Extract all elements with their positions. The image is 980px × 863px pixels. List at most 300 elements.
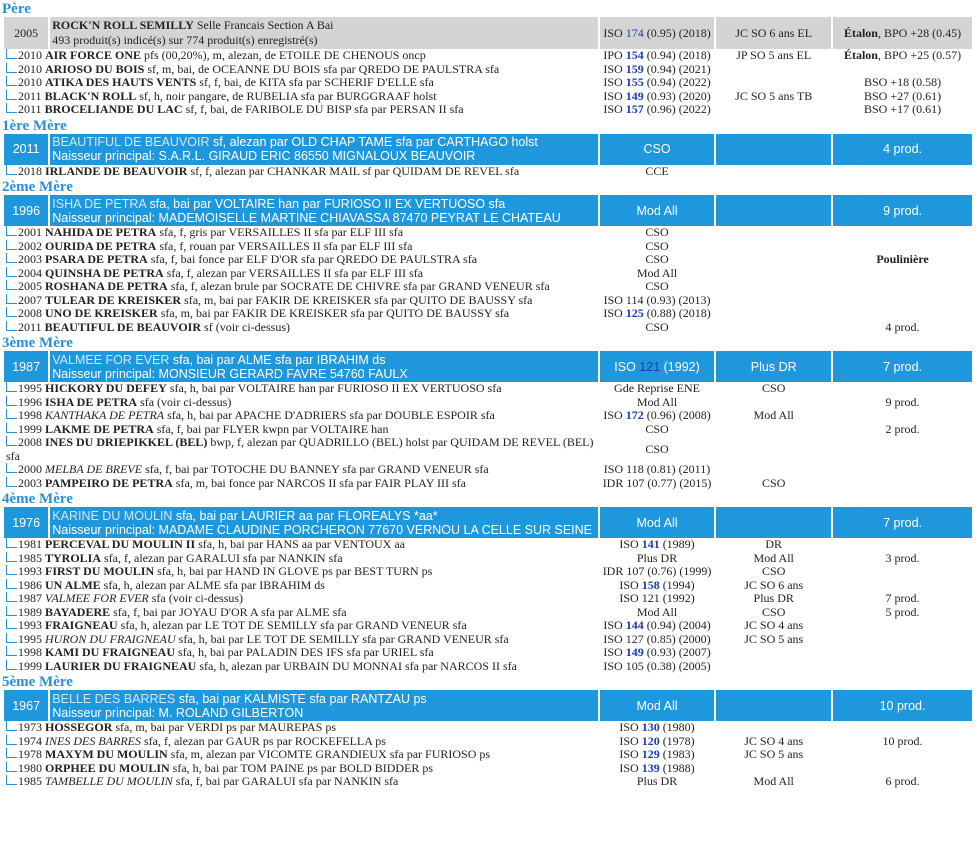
produit-iso bbox=[600, 552, 715, 566]
section-title: 3ème Mère bbox=[2, 335, 73, 351]
produit-desc: sf, h, noir pangare, de RUBELIA sfa par BURGGRAAF holst bbox=[136, 89, 437, 103]
produit-desc: pfs (00,20%), m, alezan, de ETOILE DE CHENOUS oncp bbox=[141, 49, 426, 62]
horse-name-link[interactable]: FIRST DU MOULIN bbox=[45, 565, 155, 578]
produit-cell bbox=[4, 579, 598, 593]
produit-perf: JC SO 5 ans bbox=[744, 748, 804, 761]
produit-desc: sfa, f, gris par VERSAILLES II sfa par ELF III sfa bbox=[156, 226, 404, 239]
iso-prefix: ISO bbox=[619, 578, 642, 592]
produit-desc: sf, f, bai, de FARIBOLE DU BISP sfa par PERSAN II sfa bbox=[182, 103, 464, 116]
produit-desc: sfa, h, bai par APACHE D'ADRIERS sfa par DOUBLE ESPOIR sfa bbox=[164, 409, 495, 422]
result-text: 9 prod. bbox=[885, 395, 920, 409]
table-row bbox=[4, 660, 972, 674]
produit-iso bbox=[600, 748, 715, 762]
iso-prefix: Mod All bbox=[636, 203, 678, 218]
horse-name-link[interactable]: FRAIGNEAU bbox=[45, 619, 118, 632]
horse-name-link[interactable]: OURIDA DE PETRA bbox=[45, 239, 157, 253]
produit-year: 2011 bbox=[18, 320, 42, 334]
produit-perf: Plus DR bbox=[753, 592, 794, 605]
table-row bbox=[4, 382, 972, 396]
horse-name-link[interactable]: KANTHAKA DE PETRA bbox=[45, 409, 165, 422]
produit-desc: sfa, m, bai fonce par NARCOS II sfa par FAIR PLAY III sfa bbox=[172, 476, 466, 490]
horse-name-link[interactable]: UN ALME bbox=[45, 578, 101, 592]
horse-name-link[interactable]: INES DES BARRES bbox=[45, 734, 141, 748]
header-line2: Naisseur principal: MONSIEUR GERARD FAVRE 54760 FAULX bbox=[52, 366, 408, 381]
produit-iso bbox=[600, 735, 715, 749]
produit-perf: DR bbox=[765, 538, 783, 551]
tree-connector-icon bbox=[6, 477, 17, 487]
horse-name-link[interactable]: BEAUTIFUL DE BEAUVOIR bbox=[44, 320, 202, 334]
pedigree-table bbox=[2, 351, 974, 490]
produit-year: 2005 bbox=[18, 280, 42, 293]
horse-name-link[interactable]: VALMEE FOR EVER bbox=[52, 352, 170, 367]
produit-year: 1980 bbox=[18, 761, 42, 775]
produit-iso bbox=[600, 103, 715, 117]
horse-name-link[interactable]: ROCK'N ROLL SEMILLY bbox=[52, 18, 194, 32]
header-desc: sfa, bai par VOLTAIRE han par FURIOSO II EX VERTUOSO sfa bbox=[146, 196, 506, 211]
horse-name-link[interactable]: ARIOSO DU BOIS bbox=[45, 62, 145, 76]
produit-cell bbox=[4, 307, 598, 321]
produit-cell bbox=[4, 463, 598, 477]
produit-cell bbox=[4, 748, 598, 762]
produit-desc: sf, m, bai, de OCEANNE DU BOIS sfa par QREDO DE PAULSTRA sfa bbox=[144, 62, 500, 76]
produit-result bbox=[833, 280, 972, 294]
produit-cell bbox=[4, 253, 598, 267]
horse-name-link[interactable]: ROSHANA DE PETRA bbox=[45, 280, 168, 293]
header-desc: sfa, bai par LAURIER aa par FLOREALYS *aa* bbox=[172, 508, 438, 523]
iso-suffix: (0.88) (2018) bbox=[643, 307, 711, 320]
produit-cell bbox=[4, 592, 598, 606]
produit-perf bbox=[716, 267, 831, 281]
header-result bbox=[833, 134, 972, 165]
header-line2: Naisseur principal: M. ROLAND GILBERTON bbox=[52, 705, 304, 720]
iso-prefix: IDR 107 (0.76) (1999) bbox=[602, 565, 712, 578]
produit-result bbox=[833, 382, 972, 396]
result-text: 7 prod. bbox=[883, 359, 922, 374]
produit-cell bbox=[4, 552, 598, 566]
produit-iso bbox=[600, 565, 715, 579]
produit-cell bbox=[4, 606, 598, 620]
iso-prefix: Gde Reprise ENE bbox=[614, 382, 701, 395]
produit-result bbox=[833, 538, 972, 552]
produit-cell bbox=[4, 660, 598, 674]
tree-connector-icon bbox=[6, 552, 17, 562]
tree-connector-icon bbox=[6, 748, 17, 758]
produit-perf: CSO bbox=[762, 382, 786, 395]
iso-suffix: (0.96) (2008) bbox=[643, 409, 711, 422]
iso-value: 172 bbox=[625, 409, 644, 422]
pedigree-table bbox=[2, 17, 974, 117]
produit-iso bbox=[600, 660, 715, 674]
result-text: 2 prod. bbox=[885, 422, 920, 436]
iso-prefix: ISO 121 (1992) bbox=[619, 592, 695, 605]
horse-name-link[interactable]: UNO DE KREISKER bbox=[45, 307, 158, 320]
produit-perf: CSO bbox=[762, 565, 786, 578]
produit-result bbox=[833, 579, 972, 593]
result-bold: Poulinière bbox=[876, 253, 929, 266]
produit-desc: sfa, h, bai par TOM PAINE ps par BOLD BIDDER ps bbox=[169, 761, 434, 775]
produit-desc: sfa, h, bai par LE TOT DE SEMILLY sfa par GRAND VENEUR sfa bbox=[175, 632, 509, 646]
dam-header-row bbox=[4, 195, 972, 226]
produit-year: 2000 bbox=[18, 463, 42, 476]
produit-year: 1999 bbox=[18, 659, 42, 673]
pedigree-table bbox=[2, 195, 974, 334]
horse-name-link[interactable]: HICKORY DU DEFEY bbox=[45, 382, 167, 395]
header-perf bbox=[716, 134, 831, 165]
horse-name-link[interactable]: TYROLIA bbox=[45, 551, 102, 565]
produit-perf: JC SO 6 ans bbox=[744, 578, 804, 592]
produit-result bbox=[833, 646, 972, 660]
horse-name-link[interactable]: TAMBELLE DU MOULIN bbox=[45, 775, 173, 788]
iso-prefix: CSO bbox=[645, 422, 669, 436]
table-row bbox=[4, 775, 972, 789]
produit-perf: Mod All bbox=[753, 775, 794, 788]
table-row bbox=[4, 477, 972, 491]
horse-name-link[interactable]: PERCEVAL DU MOULIN II bbox=[45, 538, 196, 551]
produit-year: 2001 bbox=[18, 226, 42, 239]
iso-prefix: ISO bbox=[603, 62, 626, 76]
produit-perf: JC SO 4 ans bbox=[744, 619, 804, 632]
header-name-cell bbox=[50, 195, 597, 226]
produit-perf bbox=[716, 660, 831, 674]
table-row bbox=[4, 423, 972, 437]
header-line2: Naisseur principal: S.A.R.L. GIRAUD ERIC 86550 MIGNALOUX BEAUVOIR bbox=[52, 149, 476, 163]
iso-prefix: Mod All bbox=[636, 515, 678, 530]
tree-connector-icon bbox=[6, 76, 17, 86]
section-title: 1ère Mère bbox=[2, 117, 67, 134]
table-row bbox=[4, 49, 972, 63]
produit-cell bbox=[4, 436, 598, 463]
iso-suffix: (0.94) (2021) bbox=[643, 62, 711, 76]
header-name-cell bbox=[50, 17, 597, 49]
produit-perf bbox=[716, 321, 831, 335]
produit-desc: sfa, m, bai par VERDI ps par MAUREPAS ps bbox=[112, 721, 337, 734]
header-name-cell bbox=[50, 351, 597, 382]
header-line2: Naisseur principal: MADEMOISELLE MARTINE CHIAVASSA 87470 PEYRAT LE CHATEAU bbox=[52, 210, 561, 225]
iso-value: 129 bbox=[641, 748, 660, 761]
header-iso bbox=[600, 195, 715, 226]
produit-perf bbox=[716, 63, 831, 77]
produit-perf bbox=[716, 423, 831, 437]
result-text: 3 prod. bbox=[885, 551, 920, 565]
tree-connector-icon bbox=[6, 307, 17, 317]
table-row bbox=[4, 762, 972, 776]
produit-year: 1998 bbox=[18, 409, 42, 422]
produit-year: 2007 bbox=[18, 293, 42, 307]
section-title: 2ème Mère bbox=[2, 179, 73, 195]
iso-prefix: ISO bbox=[619, 538, 642, 551]
produit-perf bbox=[716, 165, 831, 179]
produit-cell bbox=[4, 619, 598, 633]
produit-perf: JC SO 5 ans TB bbox=[735, 89, 813, 103]
result-text: 4 prod. bbox=[883, 142, 922, 156]
produit-cell bbox=[4, 721, 598, 735]
produit-result bbox=[833, 226, 972, 240]
produit-cell bbox=[4, 90, 598, 104]
produit-result bbox=[833, 606, 972, 620]
header-perf bbox=[716, 195, 831, 226]
produit-year: 2011 bbox=[18, 89, 42, 103]
horse-name-link[interactable]: MAXYM DU MOULIN bbox=[45, 748, 168, 761]
produit-iso bbox=[600, 294, 715, 308]
produit-cell bbox=[4, 396, 598, 410]
tree-connector-icon bbox=[6, 63, 17, 73]
result-text: , BPO +28 (0.45) bbox=[877, 25, 962, 40]
produit-iso bbox=[600, 280, 715, 294]
produit-perf: Mod All bbox=[753, 551, 794, 565]
produit-year: 2008 bbox=[18, 436, 42, 449]
horse-name-link[interactable]: BROCELIANDE DU LAC bbox=[44, 103, 183, 116]
produit-desc: sfa, h, bai par PALADIN DES IFS sfa par URIEL sfa bbox=[175, 646, 434, 659]
table-row bbox=[4, 396, 972, 410]
produit-result bbox=[833, 90, 972, 104]
header-iso bbox=[600, 507, 715, 538]
header-line2: Naisseur principal: MADAME CLAUDINE PORCHERON 77670 VERNOU LA CELLE SUR SEINE bbox=[52, 522, 593, 537]
iso-value: 154 bbox=[625, 49, 644, 62]
produit-desc: sfa, f, bai par GARALUI sfa par NANKIN sfa bbox=[172, 775, 399, 788]
horse-name-link[interactable]: HURON DU FRAIGNEAU bbox=[45, 632, 176, 646]
header-year: 2011 bbox=[4, 134, 48, 165]
produit-cell bbox=[4, 633, 598, 647]
produit-perf bbox=[716, 721, 831, 735]
produit-iso bbox=[600, 307, 715, 321]
produit-desc: sfa, m, bai par FAKIR DE KREISKER sfa par QUITO DE BAUSSY sfa bbox=[181, 293, 533, 307]
iso-prefix: Mod All bbox=[636, 698, 678, 713]
produit-year: 1986 bbox=[18, 578, 42, 592]
header-iso bbox=[600, 351, 715, 382]
horse-name-link[interactable]: PSARA DE PETRA bbox=[45, 253, 148, 266]
tree-connector-icon bbox=[6, 423, 17, 433]
table-row bbox=[4, 76, 972, 90]
header-perf: JC SO 6 ans EL bbox=[716, 17, 831, 49]
iso-prefix: ISO bbox=[603, 103, 626, 116]
horse-name-link[interactable]: IRLANDE DE BEAUVOIR bbox=[45, 164, 188, 178]
tree-connector-icon bbox=[6, 165, 17, 175]
horse-name-link[interactable]: BLACK'N ROLL bbox=[44, 89, 137, 103]
iso-suffix: (0.94) (2022) bbox=[643, 76, 711, 89]
produit-desc: sfa, f, bai par FLYER kwpn par VOLTAIRE han bbox=[153, 422, 389, 436]
iso-value: 120 bbox=[641, 734, 660, 748]
table-row bbox=[4, 103, 972, 117]
header-year: 1987 bbox=[4, 351, 48, 382]
produit-result bbox=[833, 592, 972, 606]
produit-year: 2008 bbox=[18, 307, 42, 320]
iso-prefix: CSO bbox=[643, 142, 671, 156]
horse-name-link[interactable]: HOSSEGOR bbox=[45, 721, 113, 734]
iso-suffix: (1988) bbox=[659, 761, 695, 775]
produit-desc: sfa, m, alezan par VICOMTE GRANDIEUX sfa par FURIOSO ps bbox=[167, 748, 491, 761]
produit-result bbox=[833, 253, 972, 267]
produit-iso bbox=[600, 165, 715, 179]
produit-iso bbox=[600, 396, 715, 410]
produit-year: 1974 bbox=[18, 734, 42, 748]
pedigree-page bbox=[0, 1, 980, 789]
produit-result bbox=[833, 321, 972, 335]
tree-connector-icon bbox=[6, 396, 17, 406]
iso-prefix: ISO bbox=[603, 646, 626, 659]
tree-connector-icon bbox=[6, 49, 17, 59]
produit-result bbox=[833, 775, 972, 789]
produit-cell bbox=[4, 382, 598, 396]
produit-year: 1995 bbox=[18, 382, 42, 395]
horse-name-link[interactable]: BEAUTIFUL DE BEAUVOIR bbox=[52, 135, 210, 149]
iso-suffix: (0.94) (2004) bbox=[643, 619, 711, 632]
iso-suffix: (0.94) (2018) bbox=[643, 49, 711, 62]
horse-name-link[interactable]: NAHIDA DE PETRA bbox=[45, 226, 157, 239]
section-title: Père bbox=[2, 1, 31, 17]
horse-name-link[interactable]: MELBA DE BREVE bbox=[45, 463, 143, 476]
table-row bbox=[4, 463, 972, 477]
result-text: 4 prod. bbox=[885, 320, 920, 334]
header-year: 1967 bbox=[4, 690, 48, 721]
header-desc: Selle Francais Section A Bai bbox=[193, 18, 334, 32]
iso-prefix: Mod All bbox=[636, 395, 678, 409]
horse-name-link[interactable]: INES DU DRIEPIKKEL (BEL) bbox=[45, 436, 208, 449]
horse-name-link[interactable]: LAURIER DU FRAIGNEAU bbox=[45, 659, 197, 673]
iso-prefix: ISO 127 (0.85) (2000) bbox=[603, 632, 711, 646]
produit-result bbox=[833, 103, 972, 117]
produit-year: 1985 bbox=[18, 551, 42, 565]
result-text: 7 prod. bbox=[885, 592, 920, 605]
produit-iso bbox=[600, 762, 715, 776]
produit-year: 1989 bbox=[18, 605, 42, 619]
produit-result bbox=[833, 396, 972, 410]
produit-desc: sfa, h, bai par HANS aa par VENTOUX aa bbox=[195, 538, 405, 551]
iso-prefix: Mod All bbox=[636, 605, 678, 619]
header-result bbox=[833, 351, 972, 382]
tree-connector-icon bbox=[6, 633, 17, 643]
iso-value: 159 bbox=[625, 62, 644, 76]
produit-year: 1998 bbox=[18, 646, 42, 659]
produit-perf bbox=[716, 294, 831, 308]
horse-name-link[interactable]: QUINSHA DE PETRA bbox=[45, 266, 164, 280]
iso-prefix: Plus DR bbox=[636, 775, 678, 788]
iso-prefix: ISO bbox=[619, 734, 642, 748]
produit-year: 2010 bbox=[18, 62, 42, 76]
iso-value: 155 bbox=[625, 76, 644, 89]
produit-cell bbox=[4, 165, 598, 179]
horse-name-link[interactable]: VALMEE FOR EVER bbox=[45, 592, 149, 605]
table-row bbox=[4, 294, 972, 308]
header-line1 bbox=[52, 353, 595, 367]
result-text: 9 prod. bbox=[883, 203, 922, 218]
table-row bbox=[4, 253, 972, 267]
produit-cell bbox=[4, 762, 598, 776]
iso-value: 149 bbox=[625, 646, 644, 659]
horse-name-link[interactable]: BAYADERE bbox=[45, 605, 111, 619]
iso-prefix: CSO bbox=[645, 320, 669, 334]
horse-name-link[interactable]: ATIKA DES HAUTS VENTS bbox=[45, 76, 197, 89]
horse-name-link[interactable]: LAKME DE PETRA bbox=[45, 422, 154, 436]
produit-result bbox=[833, 240, 972, 254]
tree-connector-icon bbox=[6, 382, 17, 392]
iso-prefix: ISO bbox=[614, 359, 640, 374]
produit-cell bbox=[4, 646, 598, 660]
header-line1 bbox=[52, 135, 595, 149]
produit-year: 2003 bbox=[18, 253, 42, 266]
produit-desc: sfa, m, bai par FAKIR DE KREISKER sfa par QUITO DE BAUSSY sfa bbox=[157, 307, 510, 320]
produit-iso bbox=[600, 423, 715, 437]
table-row bbox=[4, 633, 972, 647]
produit-desc: sfa, h, bai par HAND IN GLOVE ps par BEST TURN ps bbox=[154, 565, 433, 578]
produit-year: 1978 bbox=[18, 748, 42, 761]
produit-desc: sf, f, bai, de KITA sfa par SCHERIF D'ELLE sfa bbox=[196, 76, 434, 89]
iso-prefix: ISO bbox=[619, 721, 642, 734]
produit-iso bbox=[600, 49, 715, 63]
table-row bbox=[4, 436, 972, 463]
produit-desc: sf (voir ci-dessus) bbox=[201, 320, 291, 334]
header-perf bbox=[716, 507, 831, 538]
produit-desc: sfa, f, alezan par GAUR ps par ROCKEFELLA ps bbox=[140, 734, 386, 748]
produit-perf bbox=[716, 396, 831, 410]
produit-iso bbox=[600, 579, 715, 593]
horse-name-link[interactable]: BELLE DES BARRES bbox=[52, 691, 176, 706]
header-line1 bbox=[52, 509, 595, 523]
iso-prefix: CCE bbox=[645, 164, 669, 178]
iso-prefix: Plus DR bbox=[636, 551, 678, 565]
horse-name-link[interactable]: PAMPEIRO DE PETRA bbox=[45, 476, 173, 490]
produit-cell bbox=[4, 103, 598, 117]
produit-year: 1973 bbox=[18, 721, 42, 734]
horse-name-link[interactable]: ISHA DE PETRA bbox=[45, 395, 138, 409]
header-iso bbox=[600, 17, 715, 49]
produit-perf bbox=[716, 280, 831, 294]
produit-result bbox=[833, 735, 972, 749]
produit-year: 1985 bbox=[18, 775, 42, 788]
produit-perf: Mod All bbox=[753, 409, 794, 422]
iso-prefix: ISO bbox=[619, 761, 642, 775]
tree-connector-icon bbox=[6, 267, 17, 277]
produit-cell bbox=[4, 423, 598, 437]
tree-connector-icon bbox=[6, 619, 17, 629]
horse-name-link[interactable]: ORPHEE DU MOULIN bbox=[45, 761, 170, 775]
iso-prefix: ISO bbox=[603, 25, 626, 40]
section-title: 5ème Mère bbox=[2, 674, 73, 690]
horse-name-link[interactable]: KARINE DU MOULIN bbox=[52, 508, 173, 523]
produit-desc: sfa (voir ci-dessus) bbox=[137, 395, 232, 409]
produit-result bbox=[833, 307, 972, 321]
produit-cell bbox=[4, 321, 598, 335]
produit-year: 1987 bbox=[18, 592, 42, 605]
iso-prefix: CSO bbox=[645, 441, 669, 456]
horse-name-link[interactable]: AIR FORCE ONE bbox=[45, 49, 142, 62]
iso-suffix: (1992) bbox=[660, 359, 700, 374]
header-iso bbox=[600, 690, 715, 721]
produit-desc: sfa, h, bai par VOLTAIRE han par FURIOSO II EX VERTUOSO sfa bbox=[166, 382, 502, 395]
tree-connector-icon bbox=[6, 90, 17, 100]
produit-result bbox=[833, 552, 972, 566]
horse-name-link[interactable]: ISHA DE PETRA bbox=[52, 196, 147, 211]
tree-connector-icon bbox=[6, 294, 17, 304]
tree-connector-icon bbox=[6, 321, 17, 331]
horse-name-link[interactable]: TULEAR DE KREISKER bbox=[45, 293, 182, 307]
iso-prefix: ISO bbox=[619, 748, 642, 761]
tree-connector-icon bbox=[6, 775, 17, 785]
produit-cell bbox=[4, 477, 598, 491]
table-row bbox=[4, 409, 972, 423]
produit-perf: CSO bbox=[762, 476, 786, 490]
tree-connector-icon bbox=[6, 226, 17, 236]
produit-year: 2004 bbox=[18, 266, 42, 280]
result-text: BSO +18 (0.58) bbox=[863, 76, 942, 89]
produit-result bbox=[833, 619, 972, 633]
iso-value: 174 bbox=[625, 25, 644, 40]
produit-iso bbox=[600, 606, 715, 620]
horse-name-link[interactable]: KAMI DU FRAIGNEAU bbox=[45, 646, 175, 659]
produit-perf bbox=[716, 253, 831, 267]
produit-perf bbox=[716, 226, 831, 240]
produit-result bbox=[833, 436, 972, 463]
header-line2: 493 produit(s) indicé(s) sur 774 produit(s) enregistré(s) bbox=[52, 33, 318, 47]
